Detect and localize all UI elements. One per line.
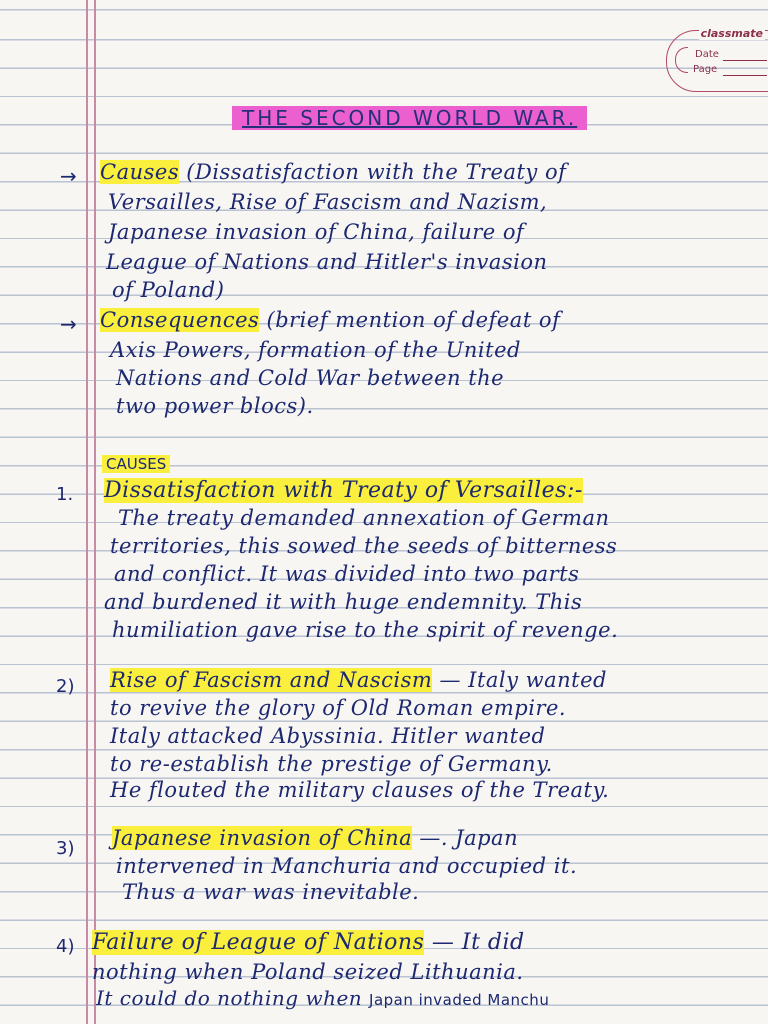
- date-line: [723, 60, 767, 61]
- classmate-logo: [666, 27, 768, 92]
- point-last-line: [96, 986, 549, 1010]
- causes-text: League of Nations and Hitler's invasion: [106, 250, 548, 274]
- point-text: The treaty demanded annexation of German: [118, 506, 610, 530]
- point-text: to re-establish the prestige of Germany.: [110, 752, 553, 776]
- point-number: 2): [56, 676, 75, 697]
- consequences-text: Axis Powers, formation of the United: [110, 338, 521, 362]
- arrow-icon: →: [60, 164, 77, 188]
- point-text: intervened in Manchuria and occupied it.: [116, 854, 578, 878]
- point-text: He flouted the military clauses of the Treaty.: [110, 778, 610, 802]
- point-heading: Failure of League of Nations: [92, 930, 425, 955]
- point-number: 1.: [56, 484, 74, 505]
- point-heading: Dissatisfaction with Treaty of Versailles:-: [104, 478, 583, 503]
- point-text: Italy attacked Abyssinia. Hitler wanted: [110, 724, 546, 748]
- arrow-icon: →: [60, 312, 77, 336]
- page-label: Page: [693, 64, 718, 75]
- point-text: to revive the glory of Old Roman empire.: [110, 696, 567, 720]
- margin-line: [94, 0, 96, 1024]
- overview-causes-line: [100, 160, 566, 184]
- consequences-text: (brief mention of defeat of: [259, 308, 561, 332]
- logo-arc-icon: [675, 47, 688, 73]
- printed-tail-text: Japan invaded Manchu: [369, 991, 550, 1009]
- margin-line: [86, 0, 88, 1024]
- date-label: Date: [695, 49, 719, 60]
- point-text: and conflict. It was divided into two parts: [114, 562, 580, 586]
- page-line: [723, 75, 767, 76]
- point-heading-line: [104, 478, 583, 503]
- point-text: It could do nothing when: [96, 986, 370, 1010]
- point-text: humiliation gave rise to the spirit of revenge.: [112, 618, 619, 642]
- point-heading-line: [92, 930, 525, 955]
- point-heading: Rise of Fascism and Nascism: [110, 668, 433, 692]
- page-title: THE SECOND WORLD WAR.: [232, 106, 587, 130]
- causes-text: Japanese invasion of China, failure of: [108, 220, 525, 244]
- point-text: territories, this sowed the seeds of bitterness: [110, 534, 618, 558]
- consequences-heading: Consequences: [100, 308, 260, 332]
- point-heading-tail: — Italy wanted: [432, 668, 607, 692]
- point-heading-tail: — It did: [424, 930, 525, 955]
- causes-heading: Causes: [100, 160, 180, 184]
- causes-text: (Dissatisfaction with the Treaty of: [179, 160, 567, 184]
- point-heading: Japanese invasion of China: [112, 826, 413, 850]
- point-heading-line: [112, 826, 518, 850]
- point-number: 4): [56, 936, 75, 957]
- causes-text: Versailles, Rise of Fascism and Nazism,: [108, 190, 548, 214]
- causes-text: of Poland): [112, 278, 225, 302]
- point-heading-tail: —. Japan: [412, 826, 519, 850]
- point-number: 3): [56, 838, 75, 859]
- point-heading-line: [110, 668, 607, 692]
- point-text: nothing when Poland seized Lithuania.: [92, 960, 524, 984]
- point-text: Thus a war was inevitable.: [122, 880, 420, 904]
- brand-name: classmate: [700, 27, 763, 40]
- consequences-text: two power blocs).: [116, 394, 314, 418]
- consequences-text: Nations and Cold War between the: [116, 366, 505, 390]
- overview-consequences-line: [100, 308, 560, 332]
- section-label: CAUSES: [102, 455, 170, 473]
- point-text: and burdened it with huge endemnity. This: [104, 590, 583, 614]
